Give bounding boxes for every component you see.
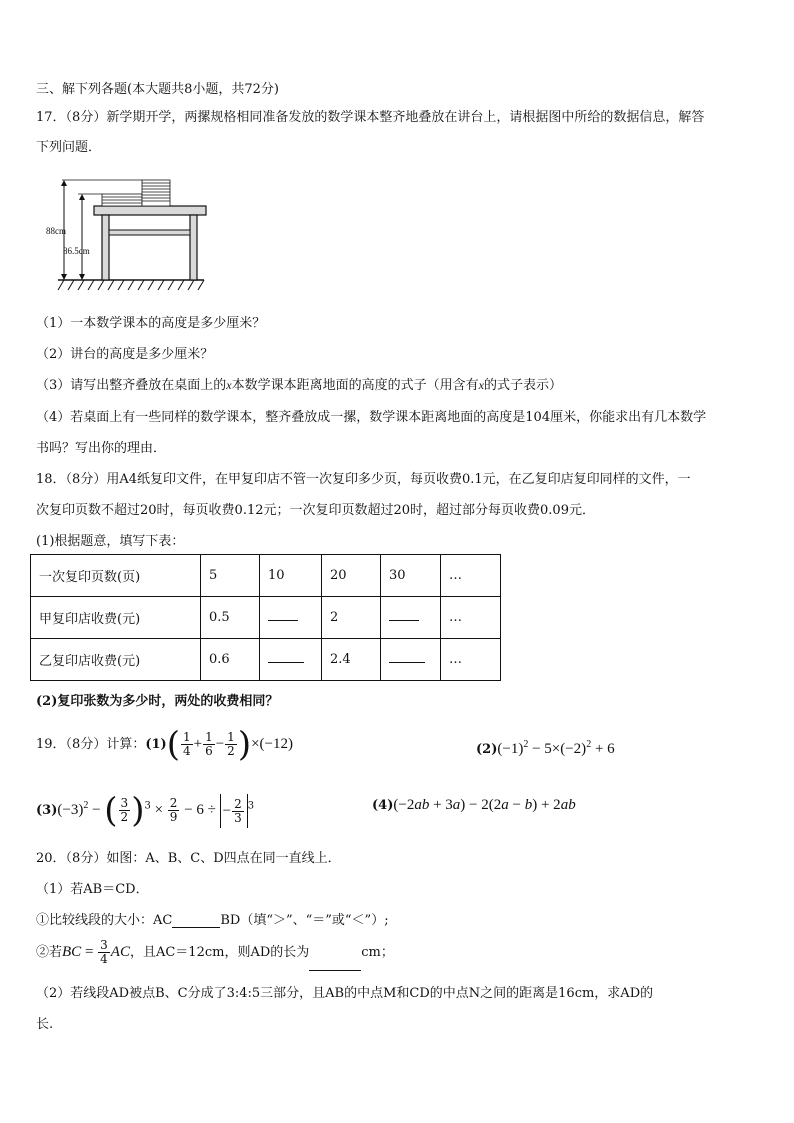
q17-part3-c: 的式子表示） — [483, 378, 562, 393]
table-cell: … — [441, 597, 501, 639]
q17-part3 — [36, 374, 562, 393]
table-cell: 一次复印页数(页) — [31, 555, 201, 597]
q19-label-2: (2) — [476, 742, 498, 757]
q20-part2-line2: 长. — [36, 1017, 54, 1032]
q18-stem-line2: 次复印页数不超过20时，每页收费0.12元；一次复印页数超过20时，超过部分每页收费0.09元． — [36, 503, 595, 518]
q20-sub2-c: cm； — [361, 945, 394, 960]
q20-part1: （1）若AB＝CD． — [36, 882, 149, 897]
blank-cell[interactable] — [381, 639, 441, 681]
label-88cm: 88cm — [46, 226, 66, 236]
table-row — [31, 639, 501, 681]
table-cell: 30 — [381, 555, 441, 597]
table-cell: 10 — [260, 555, 322, 597]
table-cell: 2 — [322, 597, 381, 639]
q17-part3-b: 本数学课本距离地面的高度的式子（用含有 — [231, 378, 479, 393]
q17-part4-line1: （4）若桌面上有一些同样的数学课本，整齐叠放成一摞，数学课本距离地面的高度是104厘米，你能求出有几本数学 — [36, 410, 707, 425]
blank-cell[interactable] — [381, 597, 441, 639]
q20-stem: 20．（8分）如图：A、B、C、D四点在同一直线上． — [36, 851, 341, 866]
table-cell: 0.6 — [201, 639, 260, 681]
q20-sub1-b: BD（填“＞”、“＝”或“＜”）; — [220, 913, 389, 928]
answer-blank[interactable] — [268, 660, 304, 663]
q17-part2: （2）讲台的高度是多少厘米？ — [36, 347, 214, 362]
table-row — [31, 597, 501, 639]
blank-cell[interactable] — [260, 597, 322, 639]
answer-blank[interactable] — [268, 618, 298, 621]
answer-blank[interactable] — [389, 618, 419, 621]
blank-cell[interactable] — [260, 639, 322, 681]
q17-stem-line1: 17．（8分）新学期开学，两摞规格相同准备发放的数学课本整齐地叠放在讲台上，请根据图中所给的数据信息，解答 — [36, 110, 705, 125]
q20-sub1-a: ①比较线段的大小：AC — [36, 913, 173, 928]
table-cell: … — [441, 555, 501, 597]
q19-label-4: (4) — [372, 798, 394, 813]
table-cell: 2.4 — [322, 639, 381, 681]
q20-part2-line1: （2）若线段AD被点B、C分成了3:4:5三部分，且AB的中点M和CD的中点N之间的距离是16cm，求AD的 — [36, 986, 654, 1001]
var-x: x — [478, 378, 484, 392]
q18-part1: (1)根据题意，填写下表： — [36, 534, 185, 549]
answer-blank[interactable] — [389, 660, 425, 663]
table-cell: … — [441, 639, 501, 681]
answer-blank[interactable] — [309, 958, 361, 971]
var-x: x — [226, 378, 232, 392]
q18-part2: (2)复印张数为多少时，两处的收费相同？ — [36, 694, 279, 709]
q20-sub2-a: ②若 — [36, 945, 63, 960]
table-cell: 0.5 — [201, 597, 260, 639]
q17-stem-line2: 下列问题． — [36, 140, 102, 155]
q20-sub1 — [36, 909, 389, 928]
q19-label-1: (1) — [145, 737, 167, 752]
q19-expr3: $(3)(-3)^2$ − ( $\frac{3}{2}$ )$^3$ × $\frac{2}{9}$ − 6 ÷ − $\frac{2}{3}$ $^3$ — [36, 790, 255, 831]
table-cell: 20 — [322, 555, 381, 597]
q19-expr1: 19．（8分）计算：(1)( $\frac{1}{4}$ + $\frac{1}{6}$ − $\frac{1}{2}$ )×(−12) — [36, 724, 293, 765]
q20-sub2-b: ，且AC＝12cm，则AD的长为 — [129, 945, 310, 960]
answer-blank[interactable] — [172, 915, 220, 928]
q20-sub2: ②若BC = $\frac{3}{4}$ AC，且AC＝12cm，则AD的长为 cm； — [36, 934, 394, 970]
fee-table — [30, 554, 501, 681]
table-row — [31, 555, 501, 597]
q17-part4-line2: 书吗？写出你的理由． — [36, 441, 167, 456]
section-title: 三、解下列各题(本大题共8小题，共72分) — [36, 82, 279, 97]
q17-part1: （1）一本数学课本的高度是多少厘米？ — [36, 316, 266, 331]
q18-stem-line1: 18．（8分）用A4纸复印文件，在甲复印店不管一次复印多少页，每页收费0.1元，在乙复印店复印同样的文件，一 — [36, 472, 691, 487]
q19-expr4: (4)(−2ab + 3a) − 2(2a − b) + 2ab — [372, 797, 576, 813]
lectern-figure — [44, 172, 214, 298]
q19-prefix: 19．（8分）计算： — [36, 737, 146, 752]
q19-expr2: $(2)(-1)^2 - 5\times(-2)^2 + 6$ — [476, 739, 615, 757]
q17-part3-a: （3）请写出整齐叠放在桌面上的 — [36, 378, 227, 393]
table-cell: 5 — [201, 555, 260, 597]
table-cell: 甲复印店收费(元) — [31, 597, 201, 639]
label-86-5cm: 86.5cm — [63, 246, 90, 256]
q19-label-3: (3) — [36, 803, 58, 818]
table-cell: 乙复印店收费(元) — [31, 639, 201, 681]
